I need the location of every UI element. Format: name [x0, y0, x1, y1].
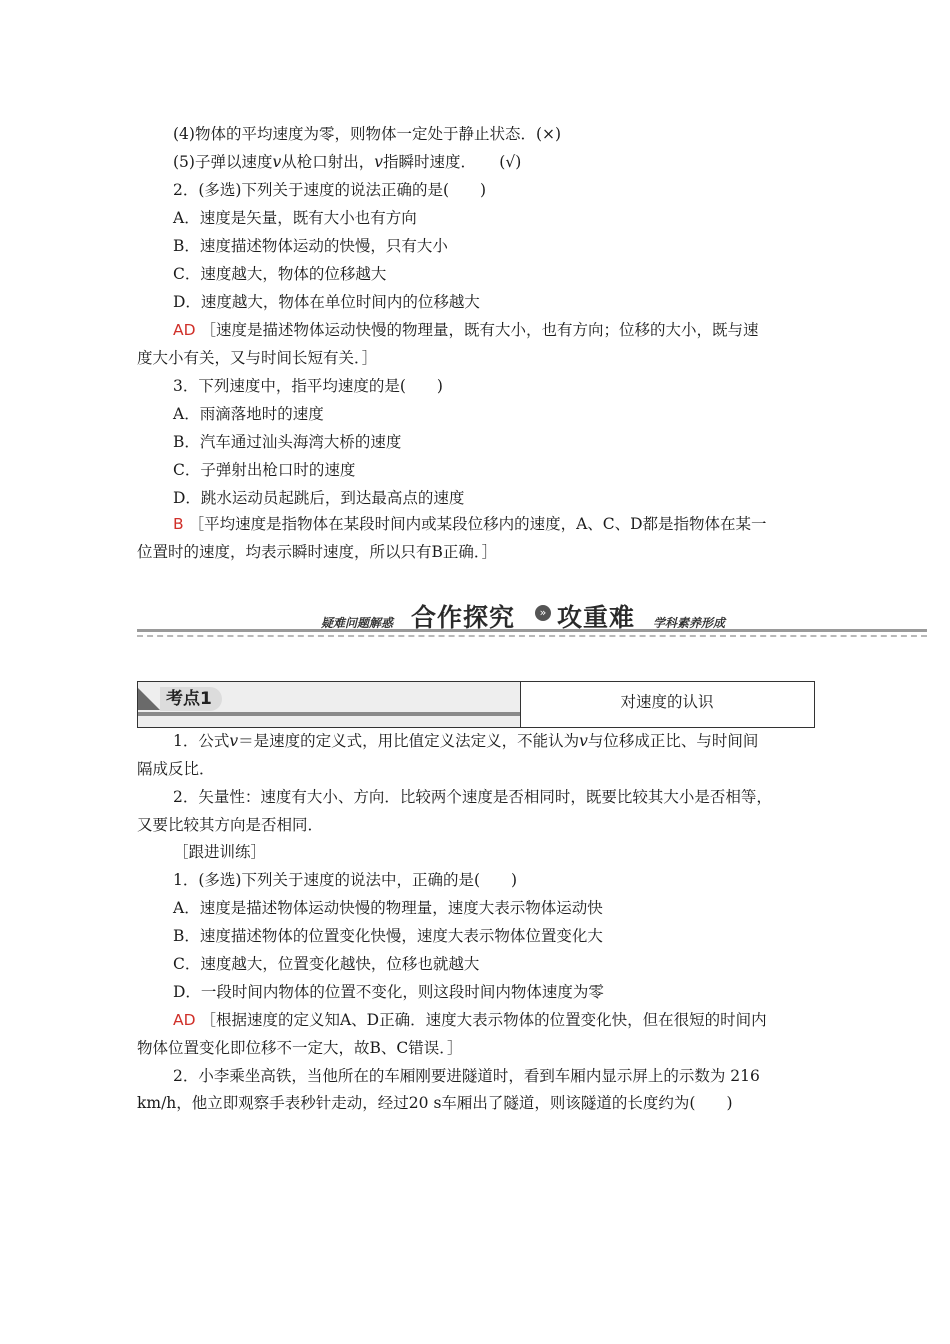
statement-5: [173, 152, 521, 172]
q2-explain: ［速度是描述物体运动快慢的物理量，既有大小，也有方向；位移的大小，既与速: [200, 321, 759, 339]
pq2-line-2: km/h，他立即观察手表秒针走动，经过20 s车厢出了隧道，则该隧道的长度约为( ): [137, 1094, 733, 1112]
q2-stem: 2．(多选)下列关于速度的说法正确的是( ): [173, 181, 487, 199]
point-1-cont: 隔成反比．: [137, 760, 215, 778]
topic-label: 考点1: [160, 687, 222, 711]
statement-5-a: (5)子弹以速度: [173, 153, 273, 171]
pq2-line-1: 2．小李乘坐高铁，当他所在的车厢刚要进隧道时，看到车厢内显示屏上的示数为 216: [173, 1067, 760, 1085]
banner-arrow-icon: »: [535, 605, 551, 621]
q3-option-d: D．跳水运动员起跳后，到达最高点的速度: [173, 489, 465, 507]
q3-explain-cont: 位置时的速度，均表示瞬时速度，所以只有B正确．］: [137, 543, 498, 561]
banner-rule: [137, 629, 927, 632]
point-2: 2．矢量性：速度有大小、方向．比较两个速度是否相同时，既要比较其大小是否相等，: [173, 788, 772, 806]
var-v: v: [374, 153, 384, 171]
q2-answer-line: [173, 320, 759, 340]
pq1-stem: 1．(多选)下列关于速度的说法中，正确的是( ): [173, 871, 518, 889]
banner-dashed-rule: [137, 635, 927, 637]
var-v: v: [579, 732, 588, 750]
q2-explain-cont: 度大小有关，又与时间长短有关．］: [137, 349, 378, 367]
statement-4: (4)物体的平均速度为零，则物体一定处于静止状态．(×): [173, 125, 562, 143]
topic-title: 对速度的认识: [620, 693, 714, 711]
q3-explain: ［平均速度是指物体在某段时间内或某段位移内的速度，A、C、D都是指物体在某一: [188, 515, 767, 533]
q3-option-c: C．子弹射出枪口时的速度: [173, 461, 356, 479]
topic-tag-bar: [138, 712, 520, 716]
statement-5-b: 从枪口射出，: [281, 153, 375, 171]
point-1-a: 1．公式: [173, 732, 230, 750]
pq1-explain-cont: 物体位置变化即位移不一定大，故B、C错误．］: [137, 1039, 463, 1057]
q3-answer-line: [173, 514, 767, 534]
q2-answer: AD: [173, 321, 196, 339]
q2-option-d: D．速度越大，物体在单位时间内的位移越大: [173, 293, 480, 311]
banner-left-caption: 疑难问题解惑: [321, 616, 394, 630]
topic-tag-corner: [138, 688, 160, 710]
banner-title-1: 合作探究: [411, 603, 516, 632]
point-1: [173, 731, 758, 751]
pq1-option-b: B．速度描述物体的位置变化快慢，速度大表示物体位置变化大: [173, 927, 603, 945]
pq1-answer: AD: [173, 1011, 196, 1029]
q3-answer: B: [173, 515, 184, 533]
q3-option-b: B．汽车通过汕头海湾大桥的速度: [173, 433, 402, 451]
pq1-option-d: D．一段时间内物体的位置不变化，则这段时间内物体速度为零: [173, 983, 604, 1001]
pq1-option-a: A．速度是描述物体运动快慢的物理量，速度大表示物体运动快: [173, 899, 603, 917]
pq1-explain: ［根据速度的定义知A、D正确．速度大表示物体的位置变化快，但在很短的时间内: [200, 1011, 767, 1029]
pq1-option-c: C．速度越大，位置变化越快，位移也就越大: [173, 955, 480, 973]
pq1-answer-line: [173, 1010, 767, 1030]
var-v: v: [272, 153, 282, 171]
point-2-cont: 又要比较其方向是否相同．: [137, 816, 324, 834]
q3-stem: 3．下列速度中，指平均速度的是( ): [173, 377, 443, 395]
banner-title-2: 攻重难: [557, 603, 636, 632]
section-banner: [137, 596, 927, 640]
topic-box: [137, 681, 815, 728]
banner-right-caption: 学科素养形成: [653, 616, 726, 630]
q2-option-a: A．速度是矢量，既有大小也有方向: [173, 209, 417, 227]
topic-tag: [138, 682, 521, 727]
point-1-b: ＝是速度的定义式，用比值定义法定义，不能认为: [238, 732, 580, 750]
q3-option-a: A．雨滴落地时的速度: [173, 405, 324, 423]
var-v: v: [229, 732, 239, 750]
q2-option-c: C．速度越大，物体的位移越大: [173, 265, 387, 283]
point-1-c: 与位移成正比、与时间间: [587, 732, 759, 750]
q2-option-b: B．速度描述物体运动的快慢，只有大小: [173, 237, 448, 255]
statement-5-c: 指瞬时速度． (√): [383, 153, 522, 171]
practice-heading: ［跟进训练］: [173, 843, 267, 861]
